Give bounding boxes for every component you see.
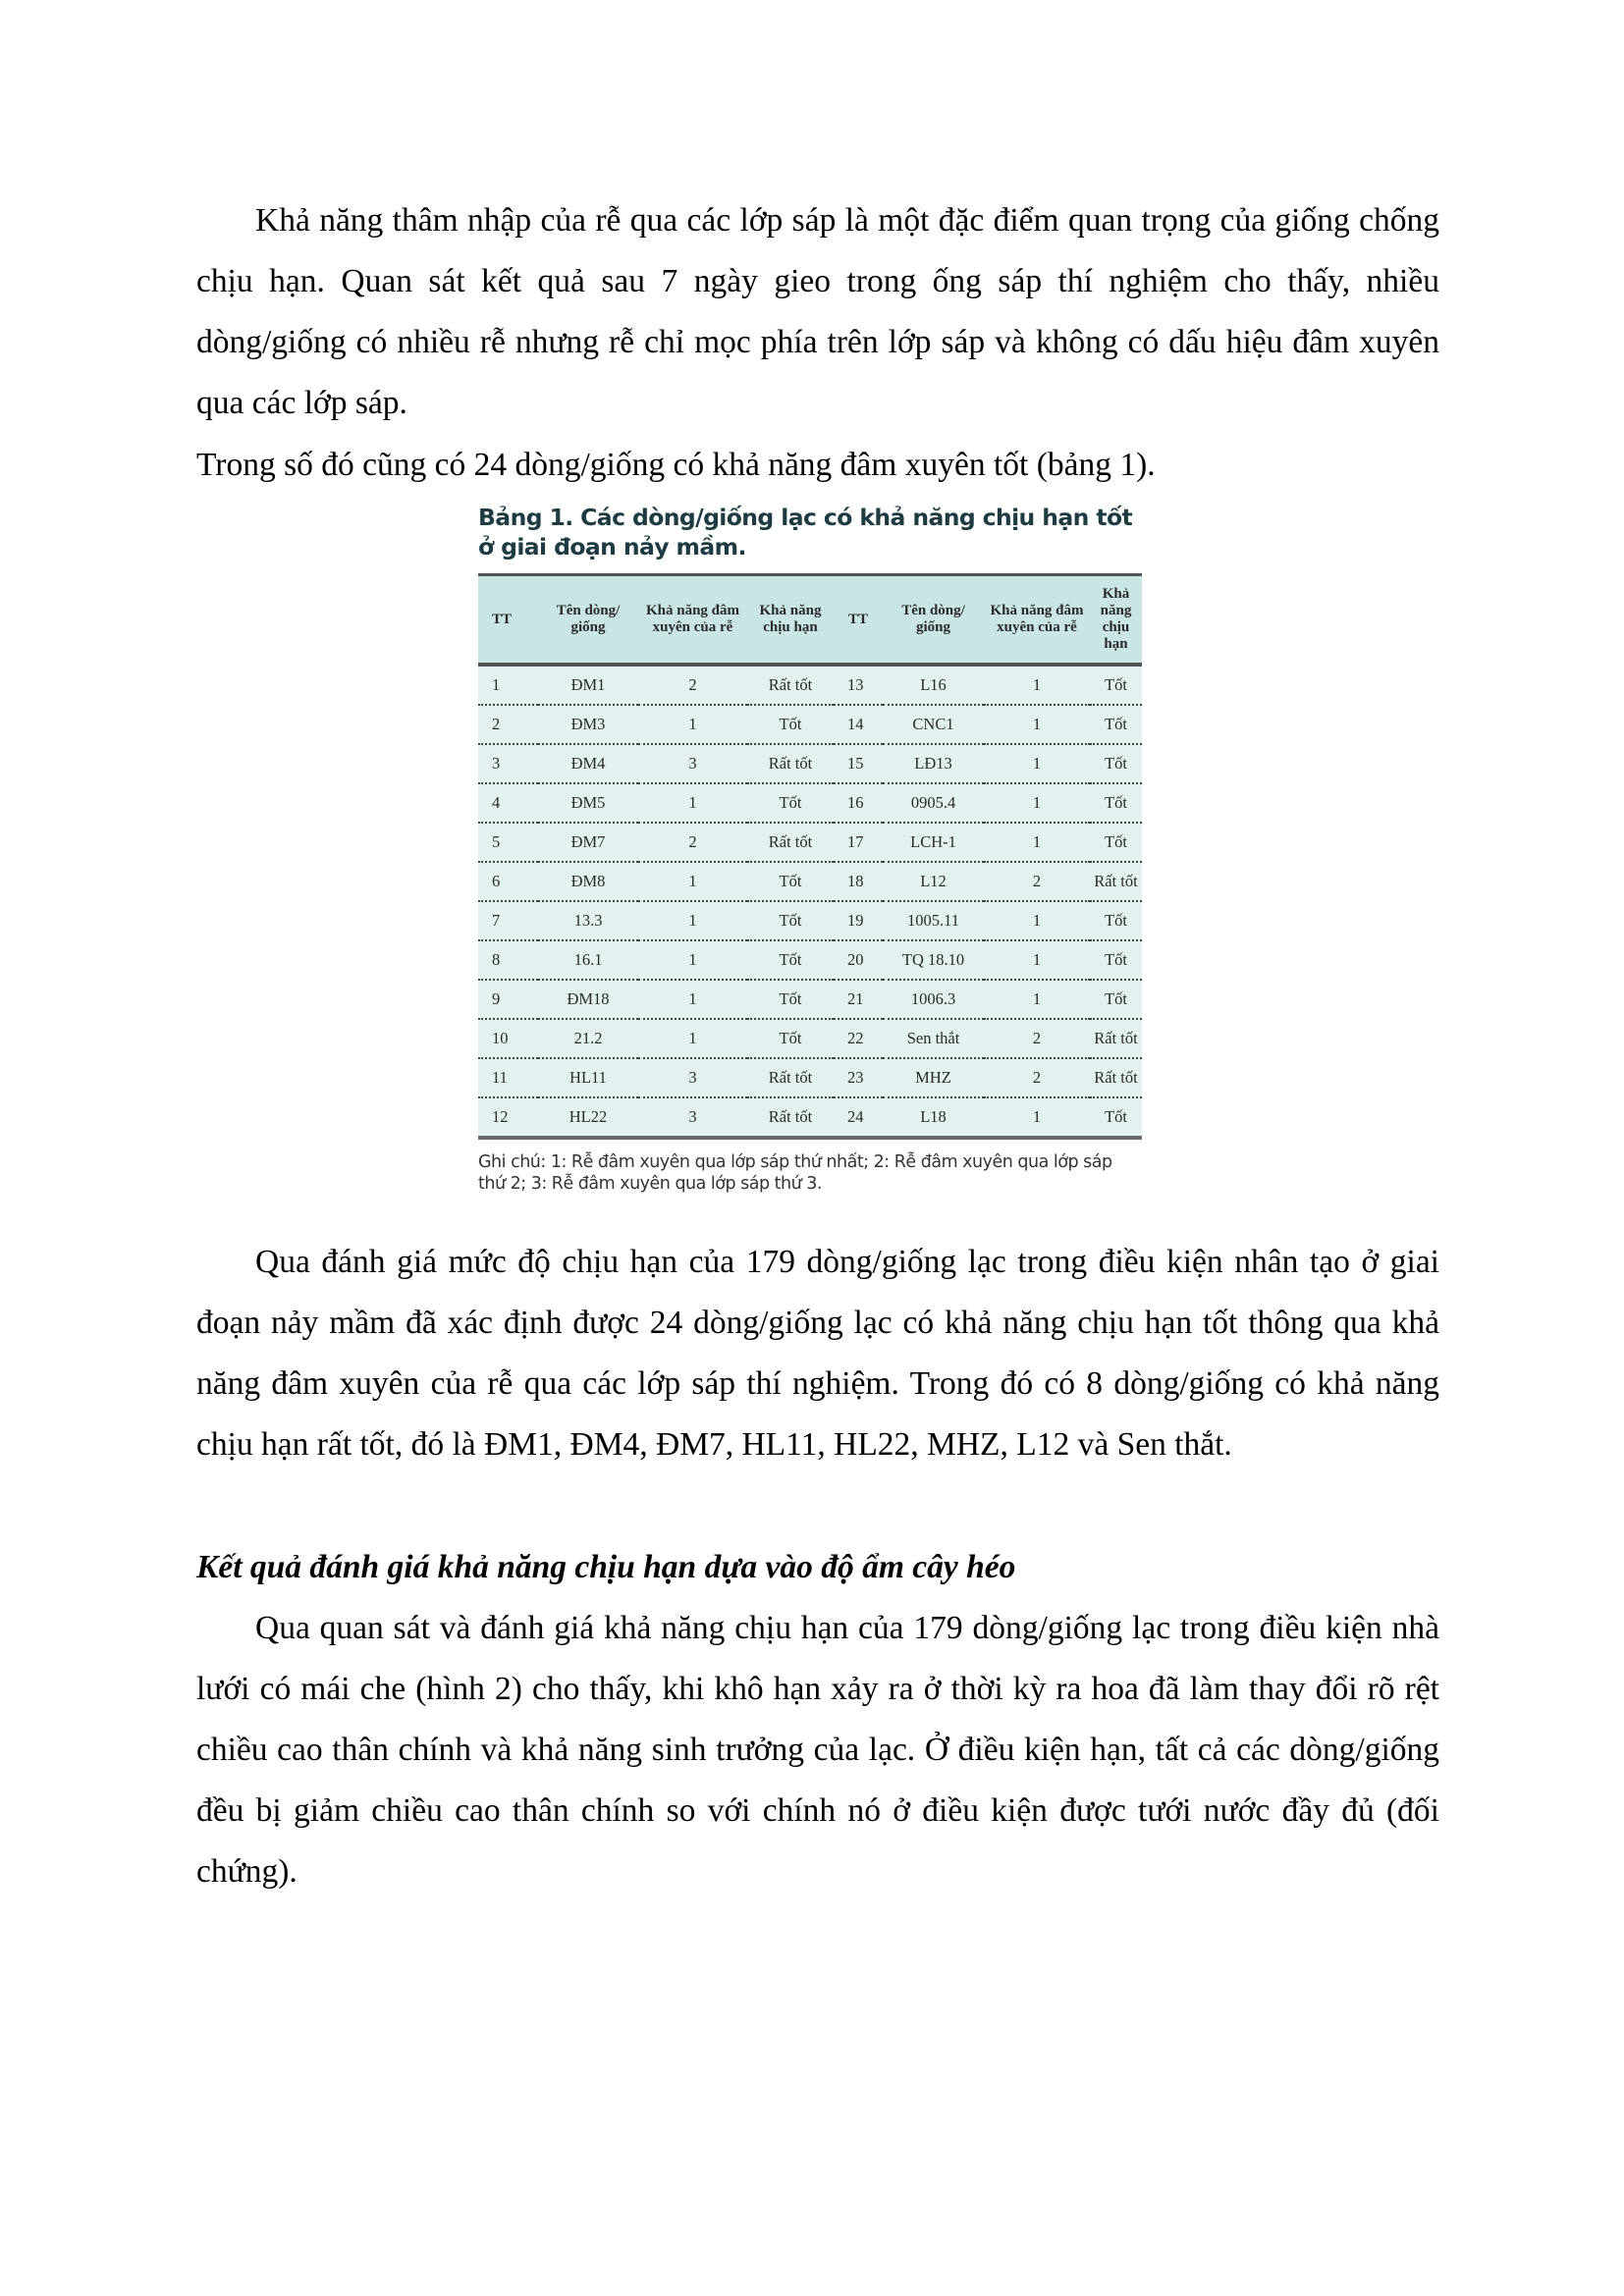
cell-penetration: 1 xyxy=(638,1019,747,1058)
cell-penetration-2: 1 xyxy=(984,665,1090,705)
cell-tt: 2 xyxy=(478,705,538,744)
cell-name: HL11 xyxy=(538,1058,638,1097)
header-name: Tên dòng/ giống xyxy=(538,575,638,666)
cell-name-2: L18 xyxy=(883,1097,984,1138)
cell-penetration-2: 1 xyxy=(984,744,1090,783)
cell-tt: 6 xyxy=(478,862,538,901)
cell-tolerance-2: Tốt xyxy=(1090,940,1142,980)
cell-name: 13.3 xyxy=(538,901,638,940)
cell-name: ĐM3 xyxy=(538,705,638,744)
cell-name: ĐM4 xyxy=(538,744,638,783)
table-row xyxy=(478,980,1142,1019)
cell-tt-2: 13 xyxy=(834,665,883,705)
cell-tt: 10 xyxy=(478,1019,538,1058)
table-row xyxy=(478,783,1142,823)
cell-tt: 1 xyxy=(478,665,538,705)
paragraph-wilting-result: Qua quan sát và đánh giá khả năng chịu hạn của 179 dòng/giống lạc trong điều kiện nhà lưới có mái che (hình 2) cho thấy, khi khô hạn xảy ra ở thời kỳ ra hoa đã làm thay đổi rõ rệt chiều cao thân chính và khả năng sinh trưởng của lạc. Ở điều kiện hạn, tất cả các dòng/giống đều bị giảm chiều cao thân chính so với chính nó ở điều kiện được tưới nước đầy đủ (đối chứng). xyxy=(196,1610,1439,1890)
cell-tt: 9 xyxy=(478,980,538,1019)
cell-tolerance-2: Tốt xyxy=(1090,783,1142,823)
table-header-row xyxy=(478,575,1142,666)
table-title: Bảng 1. Các dòng/giống lạc có khả năng chịu hạn tốt ở giai đoạn nảy mầm. xyxy=(478,504,1133,561)
cell-tt-2: 21 xyxy=(834,980,883,1019)
cell-name-2: L12 xyxy=(883,862,984,901)
cell-tt-2: 16 xyxy=(834,783,883,823)
cell-name: 16.1 xyxy=(538,940,638,980)
cell-name-2: LCH-1 xyxy=(883,823,984,862)
cell-penetration: 3 xyxy=(638,744,747,783)
cell-tt-2: 14 xyxy=(834,705,883,744)
header-tolerance: Khả năng chịu hạn xyxy=(747,575,834,666)
cell-name: ĐM18 xyxy=(538,980,638,1019)
cell-penetration: 2 xyxy=(638,823,747,862)
paragraph-root-penetration: Khả năng thâm nhập của rễ qua các lớp sáp là một đặc điểm quan trọng của giống chống chịu hạn. Quan sát kết quả sau 7 ngày gieo trong ống sáp thí nghiệm cho thấy, nhiều dòng/giống có nhiều rễ nhưng rễ chỉ mọc phía trên lớp sáp và không có dấu hiệu đâm xuyên qua các lớp sáp. xyxy=(196,202,1439,421)
table-row xyxy=(478,901,1142,940)
cell-tt: 4 xyxy=(478,783,538,823)
cell-tolerance: Rất tốt xyxy=(747,665,834,705)
cell-tolerance-2: Rất tốt xyxy=(1090,1058,1142,1097)
cell-tolerance: Tốt xyxy=(747,901,834,940)
cell-tt: 12 xyxy=(478,1097,538,1138)
cell-penetration-2: 1 xyxy=(984,1097,1090,1138)
cell-penetration: 1 xyxy=(638,980,747,1019)
table-row xyxy=(478,1097,1142,1138)
drought-tolerance-table xyxy=(478,573,1142,1140)
table-row xyxy=(478,705,1142,744)
cell-penetration-2: 1 xyxy=(984,940,1090,980)
cell-penetration-2: 2 xyxy=(984,862,1090,901)
cell-tolerance-2: Tốt xyxy=(1090,705,1142,744)
header-tolerance-2: Khả năng chịu hạn xyxy=(1090,575,1142,666)
cell-tt: 11 xyxy=(478,1058,538,1097)
cell-penetration: 1 xyxy=(638,862,747,901)
cell-tolerance-2: Tốt xyxy=(1090,665,1142,705)
cell-tolerance: Tốt xyxy=(747,705,834,744)
cell-tt-2: 22 xyxy=(834,1019,883,1058)
cell-tolerance: Tốt xyxy=(747,862,834,901)
cell-tt-2: 23 xyxy=(834,1058,883,1097)
table-row xyxy=(478,744,1142,783)
cell-penetration-2: 1 xyxy=(984,823,1090,862)
table-figure xyxy=(478,503,1142,1195)
cell-penetration: 1 xyxy=(638,901,747,940)
cell-name-2: Sen thắt xyxy=(883,1019,984,1058)
cell-tolerance-2: Tốt xyxy=(1090,744,1142,783)
cell-penetration-2: 1 xyxy=(984,980,1090,1019)
table-note: Ghi chú: 1: Rễ đâm xuyên qua lớp sáp thứ nhất; 2: Rễ đâm xuyên qua lớp sáp thứ 2; 3: Rễ đâm xuyên qua lớp sáp thứ 3. xyxy=(478,1152,1112,1194)
cell-name-2: LĐ13 xyxy=(883,744,984,783)
cell-tolerance-2: Tốt xyxy=(1090,1097,1142,1138)
table-row xyxy=(478,665,1142,705)
cell-tt-2: 18 xyxy=(834,862,883,901)
paragraph-table-intro: Trong số đó cũng có 24 dòng/giống có khả năng đâm xuyên tốt (bảng 1). xyxy=(196,447,1156,483)
cell-name: HL22 xyxy=(538,1097,638,1138)
cell-tt-2: 15 xyxy=(834,744,883,783)
cell-tt: 3 xyxy=(478,744,538,783)
cell-penetration-2: 1 xyxy=(984,901,1090,940)
cell-tt: 5 xyxy=(478,823,538,862)
cell-tolerance: Rất tốt xyxy=(747,823,834,862)
cell-name-2: TQ 18.10 xyxy=(883,940,984,980)
table-row xyxy=(478,1058,1142,1097)
cell-name-2: MHZ xyxy=(883,1058,984,1097)
cell-penetration: 1 xyxy=(638,940,747,980)
cell-tolerance-2: Rất tốt xyxy=(1090,1019,1142,1058)
cell-name-2: CNC1 xyxy=(883,705,984,744)
section-heading: Kết quả đánh giá khả năng chịu hạn dựa vào độ ẩm cây héo xyxy=(196,1549,1016,1585)
cell-tt-2: 24 xyxy=(834,1097,883,1138)
cell-penetration: 2 xyxy=(638,665,747,705)
header-tt: TT xyxy=(478,575,538,666)
header-penetration-2: Khả năng đâm xuyên của rễ xyxy=(984,575,1090,666)
cell-name: ĐM1 xyxy=(538,665,638,705)
cell-tolerance-2: Tốt xyxy=(1090,980,1142,1019)
paragraph-germination-result: Qua đánh giá mức độ chịu hạn của 179 dòng/giống lạc trong điều kiện nhân tạo ở giai đoạn nảy mầm đã xác định được 24 dòng/giống lạc có khả năng chịu hạn tốt thông qua khả năng đâm xuyên của rễ qua các lớp sáp thí nghiệm. Trong đó có 8 dòng/giống có khả năng chịu hạn rất tốt, đó là ĐM1, ĐM4, ĐM7, HL11, HL22, MHZ, L12 và Sen thắt. xyxy=(196,1244,1439,1463)
table-row xyxy=(478,862,1142,901)
cell-name: ĐM7 xyxy=(538,823,638,862)
cell-name: ĐM8 xyxy=(538,862,638,901)
cell-penetration-2: 2 xyxy=(984,1058,1090,1097)
table-row xyxy=(478,823,1142,862)
cell-penetration-2: 1 xyxy=(984,705,1090,744)
cell-name: ĐM5 xyxy=(538,783,638,823)
cell-tolerance: Rất tốt xyxy=(747,1058,834,1097)
cell-tolerance: Tốt xyxy=(747,980,834,1019)
cell-name: 21.2 xyxy=(538,1019,638,1058)
cell-penetration: 3 xyxy=(638,1058,747,1097)
cell-tt-2: 20 xyxy=(834,940,883,980)
cell-penetration: 1 xyxy=(638,705,747,744)
cell-name-2: L16 xyxy=(883,665,984,705)
cell-tolerance-2: Tốt xyxy=(1090,901,1142,940)
cell-tt-2: 19 xyxy=(834,901,883,940)
table-row xyxy=(478,1019,1142,1058)
cell-tt: 8 xyxy=(478,940,538,980)
cell-tt-2: 17 xyxy=(834,823,883,862)
cell-name-2: 1005.11 xyxy=(883,901,984,940)
cell-name-2: 1006.3 xyxy=(883,980,984,1019)
cell-penetration-2: 2 xyxy=(984,1019,1090,1058)
cell-tolerance: Rất tốt xyxy=(747,744,834,783)
cell-tt: 7 xyxy=(478,901,538,940)
cell-tolerance-2: Rất tốt xyxy=(1090,862,1142,901)
header-tt-2: TT xyxy=(834,575,883,666)
cell-tolerance: Tốt xyxy=(747,940,834,980)
cell-tolerance-2: Tốt xyxy=(1090,823,1142,862)
cell-penetration: 1 xyxy=(638,783,747,823)
cell-tolerance: Tốt xyxy=(747,783,834,823)
cell-tolerance: Tốt xyxy=(747,1019,834,1058)
cell-penetration: 3 xyxy=(638,1097,747,1138)
header-name-2: Tên dòng/ giống xyxy=(883,575,984,666)
cell-name-2: 0905.4 xyxy=(883,783,984,823)
cell-penetration-2: 1 xyxy=(984,783,1090,823)
table-row xyxy=(478,940,1142,980)
cell-tolerance: Rất tốt xyxy=(747,1097,834,1138)
header-penetration: Khả năng đâm xuyên của rễ xyxy=(638,575,747,666)
